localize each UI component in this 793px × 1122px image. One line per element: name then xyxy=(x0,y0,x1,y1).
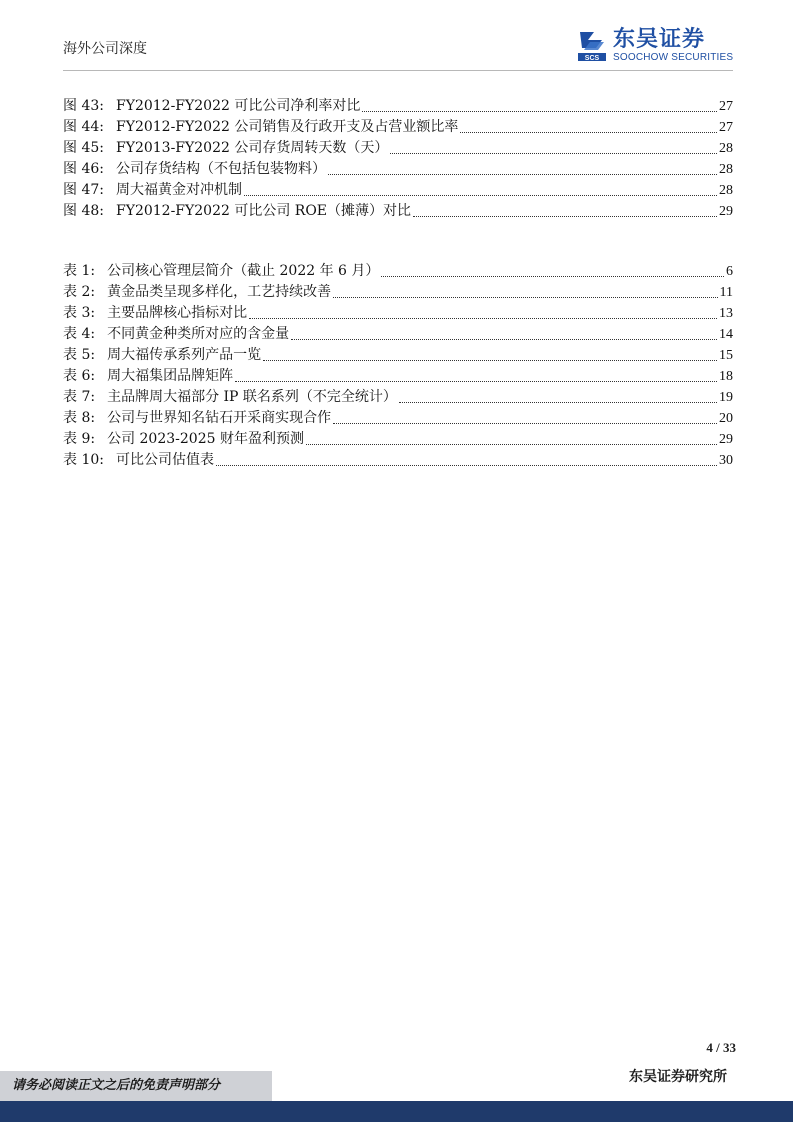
toc-page: 11 xyxy=(719,285,733,300)
toc-label: 表 9: xyxy=(63,431,96,447)
toc-page: 29 xyxy=(719,432,733,447)
toc-label: 表 2: xyxy=(63,284,96,300)
toc-leader xyxy=(291,339,717,340)
toc-label: 图 43: xyxy=(63,98,104,114)
section-label: 海外公司深度 xyxy=(63,41,147,57)
toc-entry[interactable] xyxy=(63,180,733,201)
toc-entry[interactable] xyxy=(63,96,733,117)
toc-page: 30 xyxy=(719,453,733,468)
toc-title: 周大福集团品牌矩阵 xyxy=(107,368,234,384)
table-list xyxy=(63,261,733,471)
toc-entry[interactable] xyxy=(63,429,733,450)
toc-label: 表 5: xyxy=(63,347,96,363)
toc-label: 图 48: xyxy=(63,203,104,219)
toc-leader xyxy=(399,402,717,403)
toc-label: 图 44: xyxy=(63,119,104,135)
logo-mark-text: SCS xyxy=(584,55,600,62)
soochow-logo-icon xyxy=(576,28,608,62)
toc-entry[interactable] xyxy=(63,159,733,180)
toc-title: 公司 2023-2025 财年盈利预测 xyxy=(107,431,304,447)
toc-page: 27 xyxy=(719,120,733,135)
toc-entry[interactable] xyxy=(63,282,733,303)
footer-band xyxy=(0,1101,793,1122)
toc-entry[interactable] xyxy=(63,324,733,345)
toc-title: 周大福传承系列产品一览 xyxy=(107,347,262,363)
toc-leader xyxy=(413,216,717,217)
disclaimer-note: 请务必阅读正文之后的免责声明部分 xyxy=(0,1071,272,1101)
toc-entry[interactable] xyxy=(63,138,733,159)
toc-page: 6 xyxy=(726,264,733,279)
toc-leader xyxy=(216,465,717,466)
toc-title: 主品牌周大福部分 IP 联名系列（不完全统计） xyxy=(107,389,397,405)
toc-leader xyxy=(244,195,717,196)
toc-title: FY2013-FY2022 公司存货周转天数（天） xyxy=(115,140,389,156)
toc-leader xyxy=(333,297,717,298)
toc-entry[interactable] xyxy=(63,408,733,429)
toc-title: 公司存货结构（不包括包装物料） xyxy=(115,161,326,177)
toc-title: 公司核心管理层简介（截止 2022 年 6 月） xyxy=(107,263,380,279)
toc-leader xyxy=(460,132,717,133)
toc-title: 周大福黄金对冲机制 xyxy=(115,182,242,198)
toc-leader xyxy=(328,174,717,175)
toc-title: 公司与世界知名钻石开采商实现合作 xyxy=(107,410,332,426)
toc-page: 28 xyxy=(719,162,733,177)
toc-label: 表 10: xyxy=(63,452,104,468)
toc-page: 28 xyxy=(719,141,733,156)
header-divider xyxy=(63,70,733,71)
toc-page: 29 xyxy=(719,204,733,219)
toc-label: 表 4: xyxy=(63,326,96,342)
toc-label: 表 7: xyxy=(63,389,96,405)
toc-title: 不同黄金种类所对应的含金量 xyxy=(107,326,290,342)
toc-leader xyxy=(235,381,717,382)
toc-leader xyxy=(263,360,717,361)
toc-label: 图 46: xyxy=(63,161,104,177)
toc-leader xyxy=(381,276,724,277)
toc-page: 15 xyxy=(719,348,733,363)
toc-page: 19 xyxy=(719,390,733,405)
toc-entry[interactable] xyxy=(63,261,733,282)
figure-list xyxy=(63,96,733,222)
toc-title: FY2012-FY2022 公司销售及行政开支及占营业额比率 xyxy=(115,119,459,135)
toc-page: 28 xyxy=(719,183,733,198)
toc-title: 黄金品类呈现多样化，工艺持续改善 xyxy=(107,284,332,300)
company-logo xyxy=(576,28,736,66)
page-number: 4 / 33 xyxy=(706,1040,736,1055)
toc-page: 27 xyxy=(719,99,733,114)
toc-entry[interactable] xyxy=(63,303,733,324)
toc-title: FY2012-FY2022 可比公司 ROE（摊薄）对比 xyxy=(115,203,412,219)
toc-entry[interactable] xyxy=(63,450,733,471)
toc-leader xyxy=(306,444,717,445)
toc-label: 表 3: xyxy=(63,305,96,321)
toc-leader xyxy=(390,153,717,154)
toc-entry[interactable] xyxy=(63,117,733,138)
toc-page: 13 xyxy=(719,306,733,321)
toc-entry[interactable] xyxy=(63,345,733,366)
toc-page: 18 xyxy=(719,369,733,384)
toc-title: 可比公司估值表 xyxy=(115,452,214,468)
toc-title: 主要品牌核心指标对比 xyxy=(107,305,248,321)
toc-label: 表 8: xyxy=(63,410,96,426)
institute-name: 东吴证券研究所 xyxy=(629,1069,727,1085)
toc-title: FY2012-FY2022 可比公司净利率对比 xyxy=(115,98,361,114)
toc-entry[interactable] xyxy=(63,387,733,408)
toc-leader xyxy=(362,111,717,112)
toc-entry[interactable] xyxy=(63,366,733,387)
logo-chinese-name: 东吴证券 xyxy=(613,27,706,52)
toc-label: 图 47: xyxy=(63,182,104,198)
toc-leader xyxy=(249,318,717,319)
toc-page: 20 xyxy=(719,411,733,426)
toc-label: 图 45: xyxy=(63,140,104,156)
toc-entry[interactable] xyxy=(63,201,733,222)
toc-label: 表 1: xyxy=(63,263,96,279)
toc-leader xyxy=(333,423,717,424)
logo-english-name: SOOCHOW SECURITIES xyxy=(613,52,734,63)
toc-label: 表 6: xyxy=(63,368,96,384)
toc-page: 14 xyxy=(719,327,733,342)
